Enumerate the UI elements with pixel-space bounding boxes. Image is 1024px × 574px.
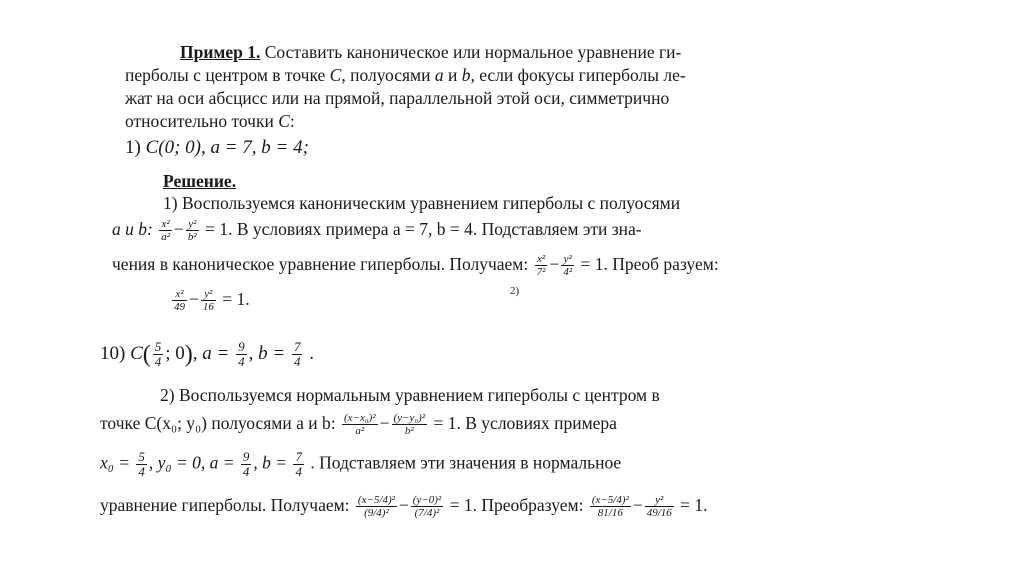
fraction-x2-a2: $\frac{\text{x²}}{\text{a²}}$ xyxy=(161,218,171,244)
example-statement-line-1 xyxy=(180,41,681,63)
fraction-final-y: $\frac{\text{y²}}{49/16}$ xyxy=(646,494,672,520)
fraction-7-4: $\frac{7}{4}$ xyxy=(293,339,301,369)
fraction-final-x: $\frac{\text{(x−5/4)²}}{81/16}$ xyxy=(591,494,629,520)
fraction-x2-7sq: $\frac{\text{x²}}{\text{7²}}$ xyxy=(536,253,546,279)
solution-line-4: $\frac{\text{x²}}{49}$ − $\frac{\text{y²}}{16}$ = 1. xyxy=(174,288,250,314)
fraction-substituted-y: $\frac{\text{(y−0)²}}{\text{(7/4)²}}$ xyxy=(412,494,442,520)
solution-line-3: чения в каноническое уравнение гиперболы. Получаем: $\frac{\text{x²}}{\text{7²}}$ − $\frac{\text{y²}}{\text{4²}}$ = 1. Преоб разуем: xyxy=(112,253,719,279)
fraction-x-x0: $\frac{\text{(x−x₀)²}}{\text{a²}}$ xyxy=(343,412,376,438)
example-statement-line-2: перболы с центром в точке C, полуосями a и b, если фокусы гиперболы ле- xyxy=(125,65,686,85)
fraction-5-4: $\frac{5}{4}$ xyxy=(154,339,162,369)
solution-heading: Решение. xyxy=(163,171,237,191)
fraction-y2-16: $\frac{\text{y²}}{16}$ xyxy=(202,288,214,314)
example-label: Пример 1. xyxy=(180,42,261,62)
fraction-x2-49: $\frac{\text{x²}}{49}$ xyxy=(174,288,185,314)
part2-line-3: x₀ = $\frac{5}{4}$ , y₀ = 0, a = $\frac{9}{4}$ , b = $\frac{7}{4}$ . Подставляем эти значения в нормальное xyxy=(100,449,622,479)
part2-line-1: 2) Воспользуемся нормальным уравнением гиперболы с центром в xyxy=(160,385,660,405)
solution-line-1: 1) Воспользуемся каноническим уравнением гиперболы с полуосями xyxy=(163,193,681,213)
symbol-c: C xyxy=(329,65,342,85)
case-10-formula: 10) C( $\frac{5}{4}$ ; 0), a = $\frac{9}{4}$ , b = $\frac{7}{4}$ . xyxy=(100,339,314,369)
example-statement-line-3: жат на оси абсцисс или на прямой, параллельной этой оси, симметрично xyxy=(125,88,670,108)
stray-mark: 2) xyxy=(510,285,520,297)
fraction-y-y0: $\frac{\text{(y−y₀)²}}{\text{b²}}$ xyxy=(393,412,426,438)
fraction-y2-b2: $\frac{\text{y²}}{\text{b²}}$ xyxy=(187,218,197,244)
part2-line-4: уравнение гиперболы. Получаем: $\frac{\text{(x−5/4)²}}{\text{(9/4)²}}$ − $\frac{\text{(y−0)²}}{\text{(7/4)²}}$ = 1. Преобразуем: $\frac{\text{(x−5/4)²}}{81/16}$ − $\frac{\text{y²}}{49/16}$ = 1. xyxy=(100,494,708,520)
part2-line-2: точке C(x₀; y₀) полуосями a и b: $\frac{\text{(x−x₀)²}}{\text{a²}}$ − $\frac{\text{(y−y₀)²}}{\text{b²}}$ = 1. В условиях примера xyxy=(100,412,617,438)
case-1-formula: 1) C(0; 0), a = 7, b = 4; xyxy=(125,137,309,158)
example-statement-line-4: относительно точки C: xyxy=(125,111,295,131)
fraction-y2-4sq: $\frac{\text{y²}}{\text{4²}}$ xyxy=(563,253,573,279)
fraction-9-4: $\frac{9}{4}$ xyxy=(238,339,245,369)
solution-line-2: a и b: $\frac{\text{x²}}{\text{a²}}$ − $\frac{\text{y²}}{\text{b²}}$ = 1. В условиях примера a = 7, b = 4. Подставляем эти зна- xyxy=(112,218,642,244)
fraction-substituted-x: $\frac{\text{(x−5/4)²}}{\text{(9/4)²}}$ xyxy=(357,494,395,520)
statement-text: Составить каноническое или нормальное уравнение ги- xyxy=(264,42,682,62)
